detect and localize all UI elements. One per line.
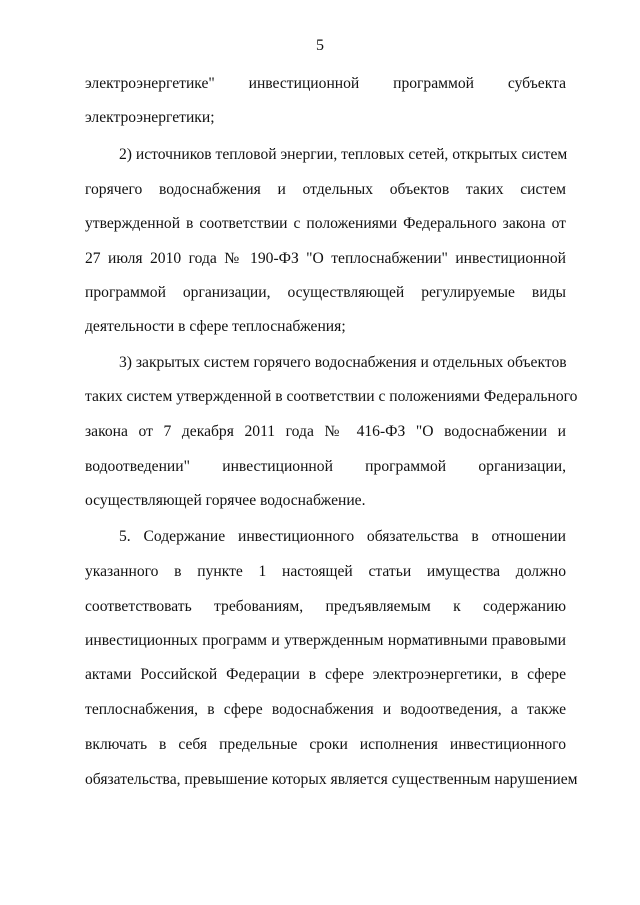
text-line: электроэнергетики;	[85, 109, 215, 126]
text-line: деятельности в сфере теплоснабжения;	[85, 318, 346, 335]
text-line: актами Российской Федерации в сфере электроэнергетики, в сфере	[85, 666, 566, 683]
text-line: инвестиционных программ и утвержденным нормативными правовыми	[85, 632, 566, 649]
text-line: таких систем утвержденной в соответствии с положениями Федерального	[85, 388, 578, 405]
text-line: указанного в пункте 1 настоящей статьи имущества должно	[85, 563, 566, 580]
text-line: соответствовать требованиям, предъявляемым к содержанию	[85, 598, 566, 615]
text-line: 3) закрытых систем горячего водоснабжения и отдельных объектов	[119, 354, 567, 371]
text-line: программой организации, осуществляющей регулируемые виды	[85, 284, 566, 301]
text-line: водоотведении" инвестиционной программой организации,	[85, 458, 566, 475]
text-line: обязательства, превышение которых является существенным нарушением	[85, 771, 578, 788]
text-line: включать в себя предельные сроки исполнения инвестиционного	[85, 736, 566, 753]
text-line: электроэнергетике" инвестиционной программой субъекта	[85, 75, 566, 92]
page-number: 5	[316, 37, 324, 54]
text-line: теплоснабжения, в сфере водоснабжения и водоотведения, а также	[85, 701, 566, 718]
text-line: 5. Содержание инвестиционного обязательства в отношении	[119, 528, 566, 545]
text-line: осуществляющей горячее водоснабжение.	[85, 492, 366, 509]
text-line: горячего водоснабжения и отдельных объектов таких систем	[85, 181, 566, 198]
text-line: 27 июля 2010 года № 190-ФЗ "О теплоснабжении" инвестиционной	[85, 250, 566, 267]
text-line: 2) источников тепловой энергии, тепловых сетей, открытых систем	[119, 146, 568, 163]
text-line: закона от 7 декабря 2011 года № 416-ФЗ "О водоснабжении и	[85, 423, 566, 440]
text-line: утвержденной в соответствии с положениями Федерального закона от	[85, 215, 566, 232]
